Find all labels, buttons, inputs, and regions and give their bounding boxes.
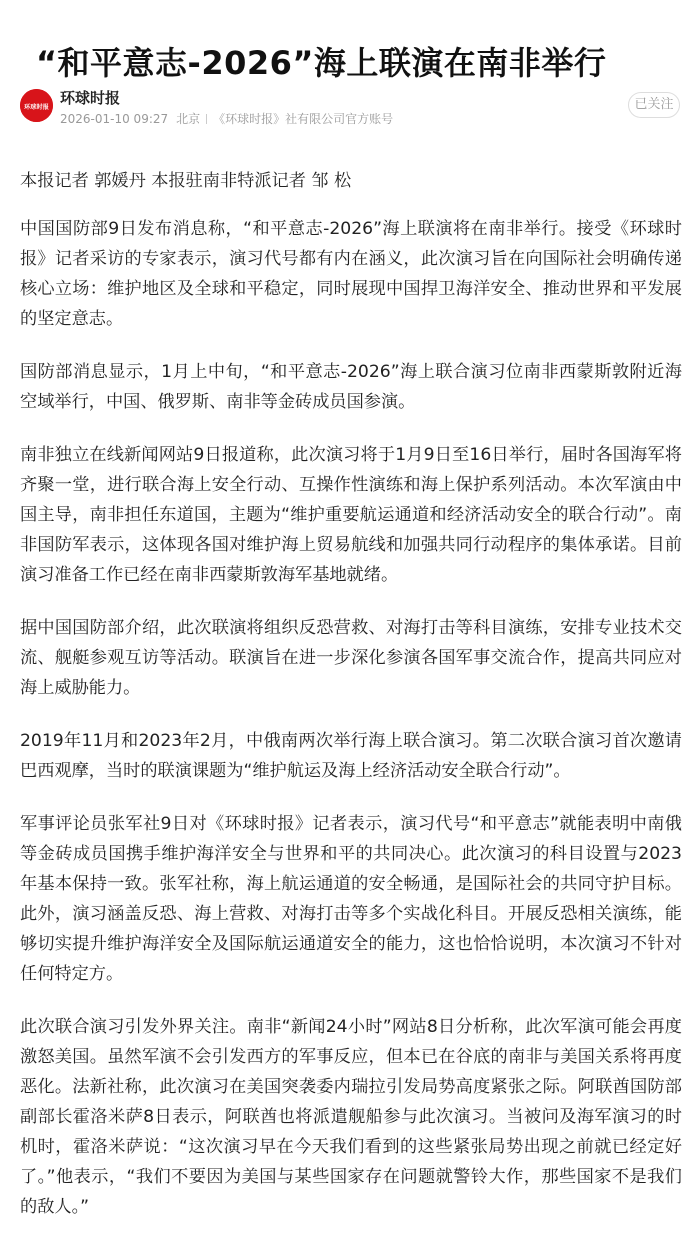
source-name[interactable]: 环球时报 — [60, 89, 121, 107]
follow-button[interactable]: 已关注 — [628, 92, 680, 118]
article-paragraph: 据中国国防部介绍，此次联演将组织反恐营救、对海打击等科目演练，安排专业技术交流、舰艇参观互访等活动。联演旨在进一步深化参演各国军事交流合作，提高共同应对海上威胁能力。 — [20, 618, 682, 698]
publish-location: 北京 — [176, 112, 201, 126]
article-meta — [60, 110, 393, 128]
meta-divider — [206, 114, 207, 124]
article-paragraph: 此次联合演习引发外界关注。南非“新闻24小时”网站8日分析称，此次军演可能会再度激怒美国。虽然军演不会引发西方的军事反应，但本已在谷底的南非与美国关系将再度恶化。法新社称，此次演习在美国突袭委内瑞拉引发局势高度紧张之际。阿联酋国防部副部长霍洛米萨8日表示，阿联酋也将派遣舰船参与此次演习。当被问及海军演习的时机时，霍洛米萨说：“这次演习早在今天我们看到的这些紧张局势出现之前就已经定好了。”他表示，“我们不要因为美国与某些国家存在问题就警铃大作，那些国家不是我们的敌人。” — [20, 1017, 682, 1217]
article-title: “和平意志-2026”海上联演在南非举行 — [36, 44, 607, 83]
article-paragraph: 国防部消息显示，1月上中旬，“和平意志-2026”海上联合演习位南非西蒙斯敦附近海空域举行，中国、俄罗斯、南非等金砖成员国参演。 — [20, 362, 682, 412]
article-paragraph: 中国国防部9日发布消息称，“和平意志-2026”海上联演将在南非举行。接受《环球时报》记者采访的专家表示，演习代号都有内在涵义，此次演习旨在向国际社会明确传递核心立场：维护地区及全球和平稳定，同时展现中国捍卫海洋安全、推动世界和平发展的坚定意志。 — [20, 219, 682, 329]
logo-text: 环球时报 — [24, 104, 49, 111]
article-byline: 本报记者 郭媛丹 本报驻南非特派记者 邹 松 — [20, 171, 352, 191]
article-paragraph: 南非独立在线新闻网站9日报道称，此次演习将于1月9日至16日举行，届时各国海军将齐聚一堂，进行联合海上安全行动、互操作性演练和海上保护系列活动。本次军演由中国主导，南非担任东道国，主题为“维护重要航运通道和经济活动安全的联合行动”。南非国防军表示，这体现各国对维护海上贸易航线和加强共同行动程序的集体承诺。目前演习准备工作已经在南非西蒙斯敦海军基地就绪。 — [20, 445, 682, 585]
logo-mark — [20, 89, 53, 122]
huanqiu-logo-icon[interactable] — [20, 89, 53, 122]
source-account: 《环球时报》社有限公司官方账号 — [213, 112, 394, 126]
publish-datetime: 2026-01-10 09:27 — [60, 112, 169, 126]
article-paragraph: 军事评论员张军社9日对《环球时报》记者表示，演习代号“和平意志”就能表明中南俄等金砖成员国携手维护海洋安全与世界和平的共同决心。此次演习的科目设置与2023年基本保持一致。张军社称，海上航运通道的安全畅通，是国际社会的共同守护目标。此外，演习涵盖反恐、海上营救、对海打击等多个实战化科目。开展反恐相关演练，能够切实提升维护海洋安全及国际航运通道安全的能力，这也恰恰说明，本次演习不针对任何特定方。 — [20, 814, 682, 984]
article-body — [20, 166, 682, 1245]
source-row — [20, 86, 680, 132]
article-paragraph: 2019年11月和2023年2月，中俄南两次举行海上联合演习。第二次联合演习首次邀请巴西观摩，当时的联演课题为“维护航运及海上经济活动安全联合行动”。 — [20, 731, 682, 781]
